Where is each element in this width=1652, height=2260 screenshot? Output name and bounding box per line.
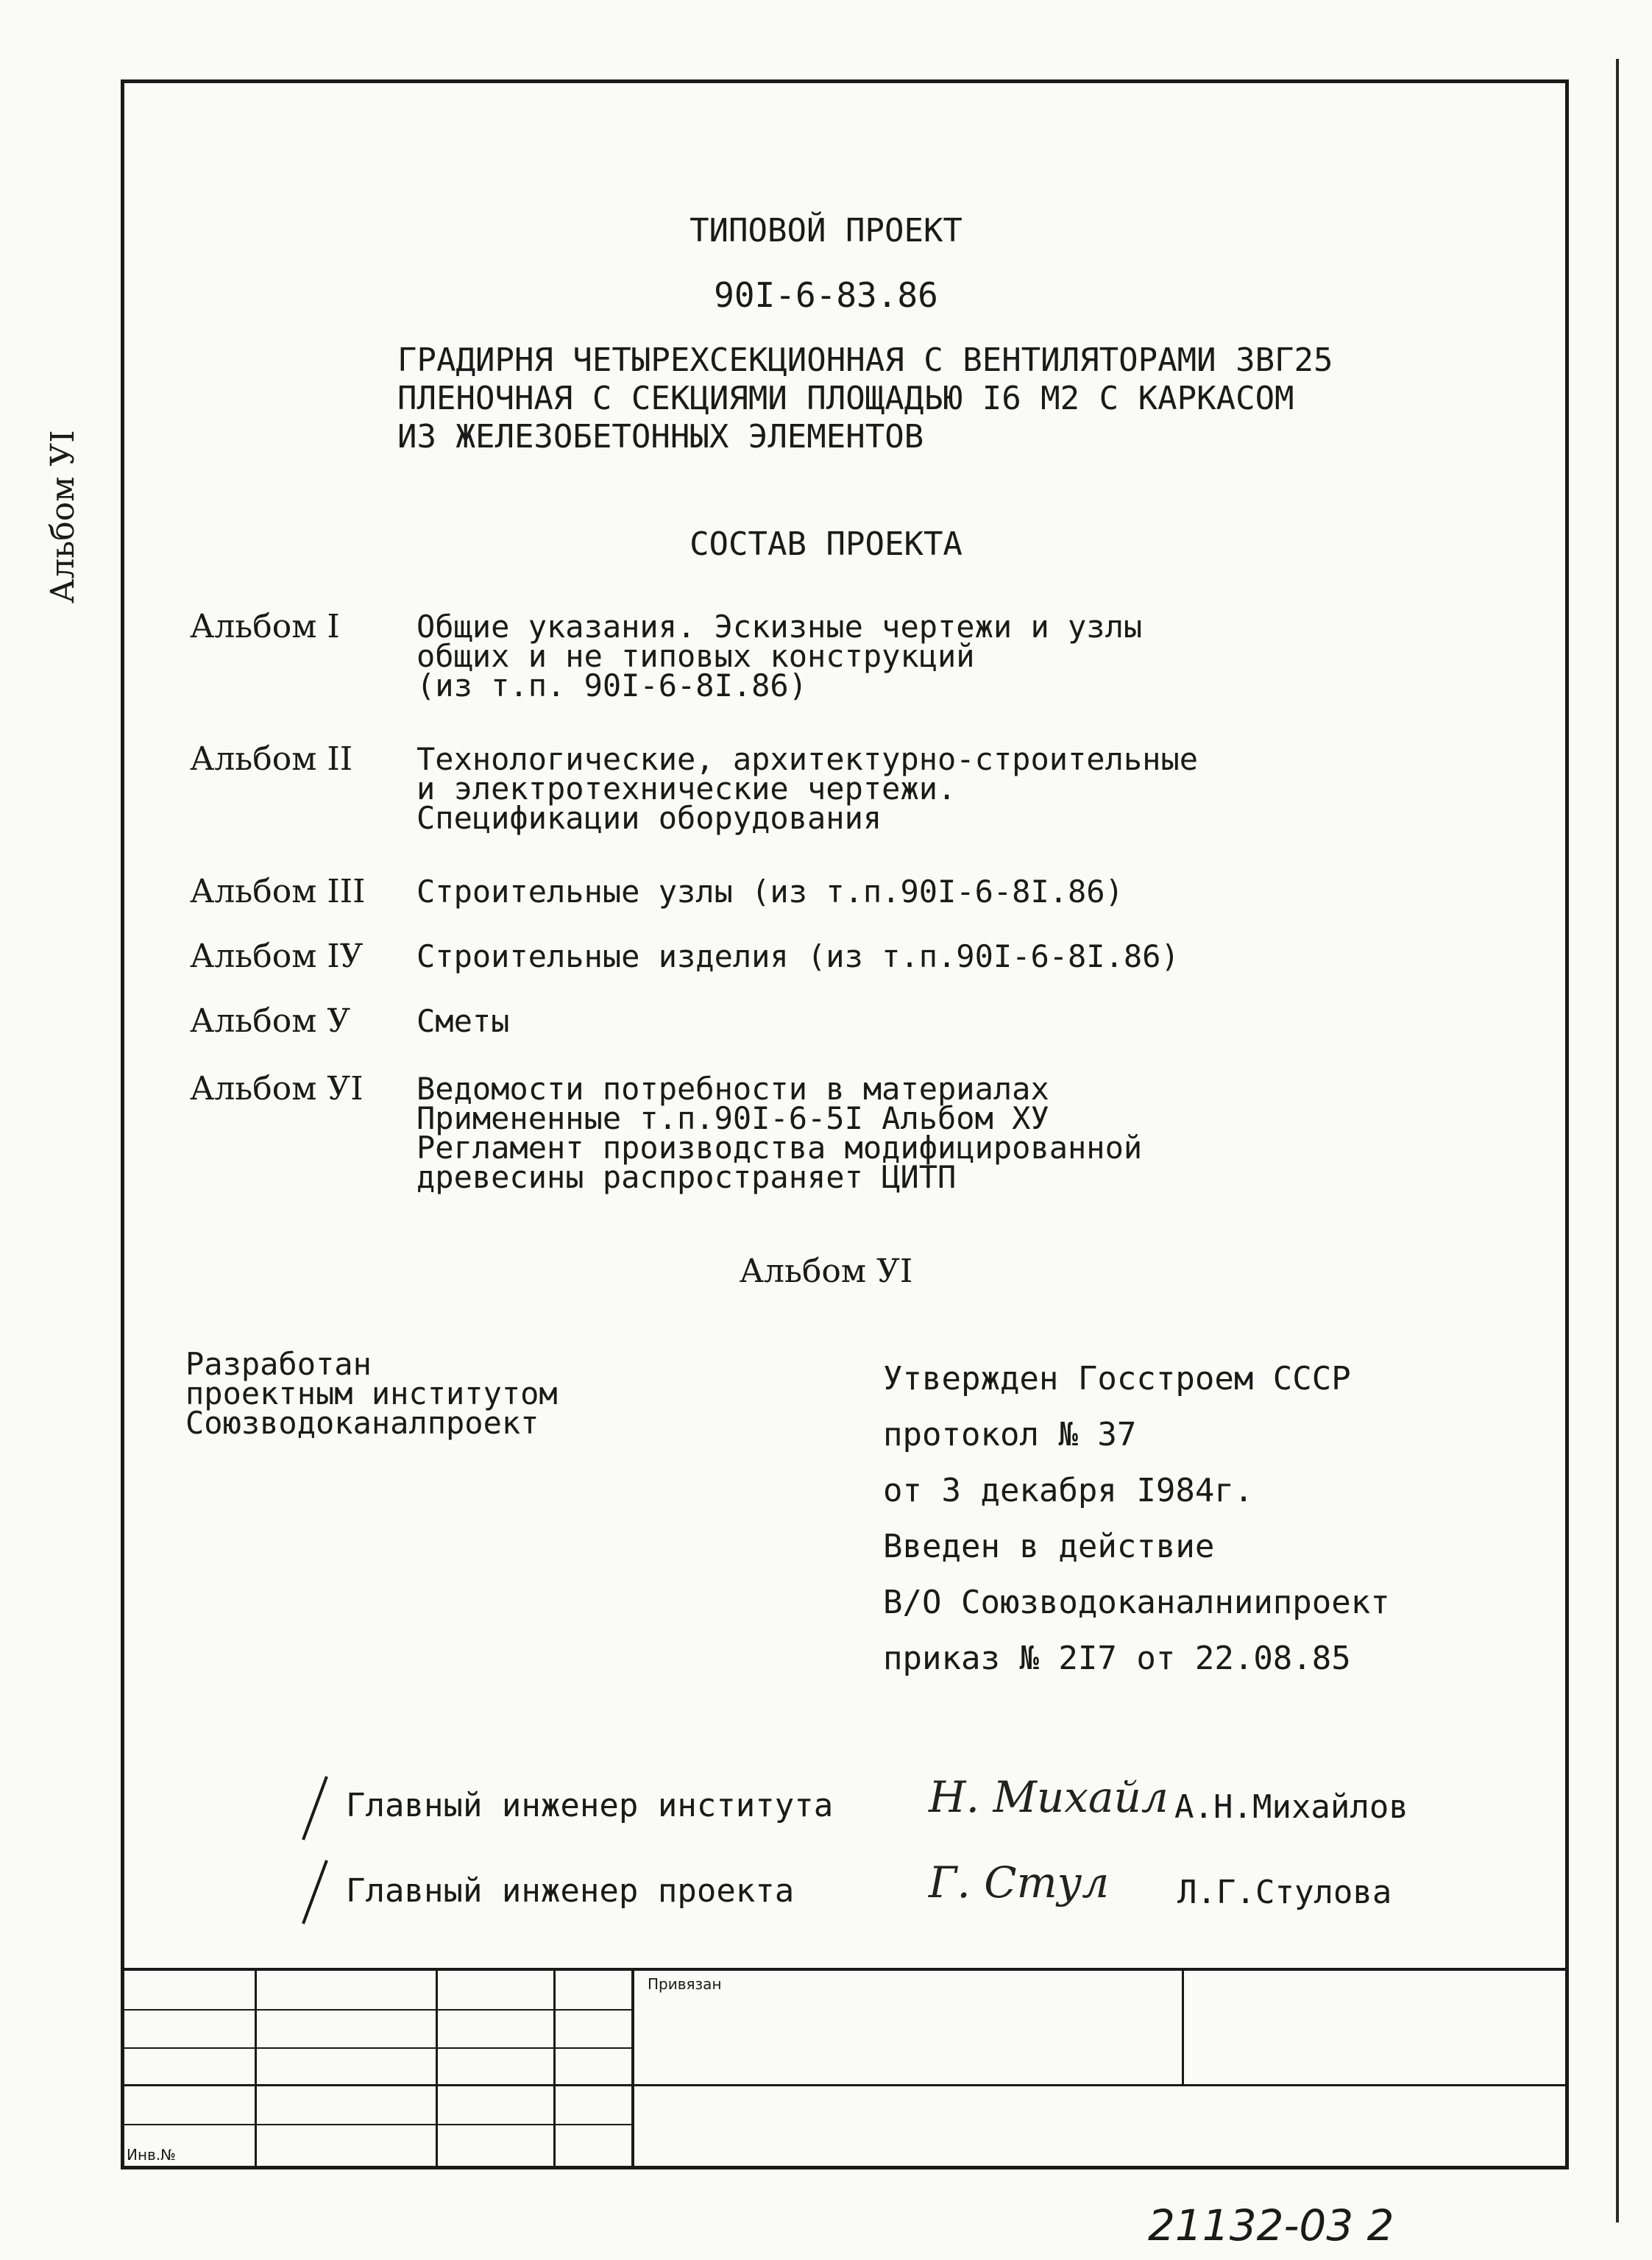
project-title bbox=[397, 341, 1333, 456]
album-label: Альбом IУ bbox=[190, 938, 364, 975]
title-line: ГРАДИРНЯ ЧЕТЫРЕХСЕКЦИОННАЯ С ВЕНТИЛЯТОРАМИ 3ВГ25 bbox=[397, 341, 1333, 379]
album-line: Ведомости потребности в материалах bbox=[416, 1071, 1049, 1107]
album-label: Альбом У bbox=[190, 1002, 351, 1040]
stamp-rule bbox=[1182, 1968, 1184, 2086]
stamp-rule bbox=[631, 1968, 634, 2169]
album-label: Альбом УI bbox=[190, 1070, 364, 1108]
project-type-heading: ТИПОВОЙ ПРОЕКТ bbox=[689, 212, 963, 249]
album-line: и электротехнические чертежи. bbox=[416, 771, 957, 807]
album-line: (из т.п. 90I-6-8I.86) bbox=[416, 667, 808, 704]
signer-role: Главный инженер института bbox=[346, 1787, 834, 1824]
album-line: Строительные узлы (из т.п.90I-6-8I.86) bbox=[416, 874, 1124, 910]
stamp-rule bbox=[553, 1968, 556, 2169]
album-line: Общие указания. Эскизные чертежи и узлы bbox=[416, 609, 1143, 645]
sheet-code: 21132-03 2 bbox=[1148, 2200, 1394, 2250]
approval-line: В/О Союзводоканалниипроект bbox=[883, 1584, 1390, 1621]
approval-block bbox=[883, 1351, 1390, 1687]
project-number: 90I-6-83.86 bbox=[714, 275, 938, 315]
album-description bbox=[416, 609, 1143, 704]
composition-heading: СОСТАВ ПРОЕКТА bbox=[689, 525, 963, 563]
stamp-cell-label: Привязан bbox=[648, 1975, 722, 1993]
album-line: Регламент производства модифицированной bbox=[416, 1130, 1143, 1166]
stamp-rule bbox=[121, 2047, 633, 2049]
album-line: Спецификации оборудования bbox=[416, 800, 882, 836]
album-line: общих и не типовых конструкций bbox=[416, 638, 975, 674]
title-line: ПЛЕНОЧНАЯ С СЕКЦИЯМИ ПЛОЩАДЬЮ I6 М2 С КАРКАСОМ bbox=[397, 380, 1294, 417]
album-description bbox=[416, 1071, 1143, 1195]
stamp-rule bbox=[121, 1968, 1569, 1971]
developer-line: Разработан bbox=[185, 1346, 372, 1382]
signer-name: Л.Г.Стулова bbox=[1177, 1874, 1392, 1911]
album-line: Сметы bbox=[416, 1003, 510, 1039]
album-label: Альбом I bbox=[190, 608, 340, 645]
developer-line: проектным институтом bbox=[185, 1375, 558, 1411]
approval-line: Утвержден Госстроем СССР bbox=[883, 1360, 1351, 1398]
title-line: ИЗ ЖЕЛЕЗОБЕТОННЫХ ЭЛЕМЕНТОВ bbox=[397, 418, 924, 456]
signer-role: Главный инженер проекта bbox=[346, 1872, 795, 1910]
stamp-rule bbox=[436, 1968, 438, 2169]
album-description bbox=[416, 938, 1180, 974]
side-album-label: Альбом УI bbox=[44, 430, 82, 603]
album-label: Альбом II bbox=[190, 740, 353, 778]
approval-line: Введен в действие bbox=[883, 1528, 1215, 1565]
stamp-rule bbox=[121, 2009, 633, 2011]
page-edge-line bbox=[1616, 59, 1619, 2222]
slash-mark bbox=[300, 1859, 330, 1925]
approval-line: от 3 декабря I984г. bbox=[883, 1472, 1254, 1509]
album-description bbox=[416, 741, 1199, 836]
handwritten-signature: Г. Стул bbox=[929, 1857, 1110, 1907]
album-line: древесины распространяет ЦИТП bbox=[416, 1159, 957, 1195]
album-line: Примененные т.п.90I-6-5I Альбом ХУ bbox=[416, 1100, 1049, 1136]
stamp-rule bbox=[255, 1968, 257, 2169]
stamp-rule bbox=[121, 2124, 633, 2125]
album-line: Технологические, архитектурно-строительные bbox=[416, 741, 1199, 777]
current-album-heading: Альбом УI bbox=[739, 1253, 913, 1290]
slash-mark bbox=[300, 1775, 330, 1841]
approval-line: приказ № 2I7 от 22.08.85 bbox=[883, 1640, 1351, 1677]
album-description bbox=[416, 874, 1124, 910]
album-description bbox=[416, 1003, 510, 1039]
handwritten-signature: Н. Михайл bbox=[929, 1772, 1169, 1822]
album-line: Строительные изделия (из т.п.90I-6-8I.86) bbox=[416, 938, 1180, 974]
developer-block bbox=[185, 1346, 558, 1441]
developer-line: Союзводоканалпроект bbox=[185, 1405, 539, 1441]
stamp-rule bbox=[121, 2084, 1569, 2086]
stamp-inv-label: Инв.№ bbox=[127, 2146, 176, 2164]
signer-name: А.Н.Михайлов bbox=[1174, 1788, 1408, 1826]
approval-line: протокол № 37 bbox=[883, 1416, 1137, 1453]
album-label: Альбом III bbox=[190, 873, 366, 910]
